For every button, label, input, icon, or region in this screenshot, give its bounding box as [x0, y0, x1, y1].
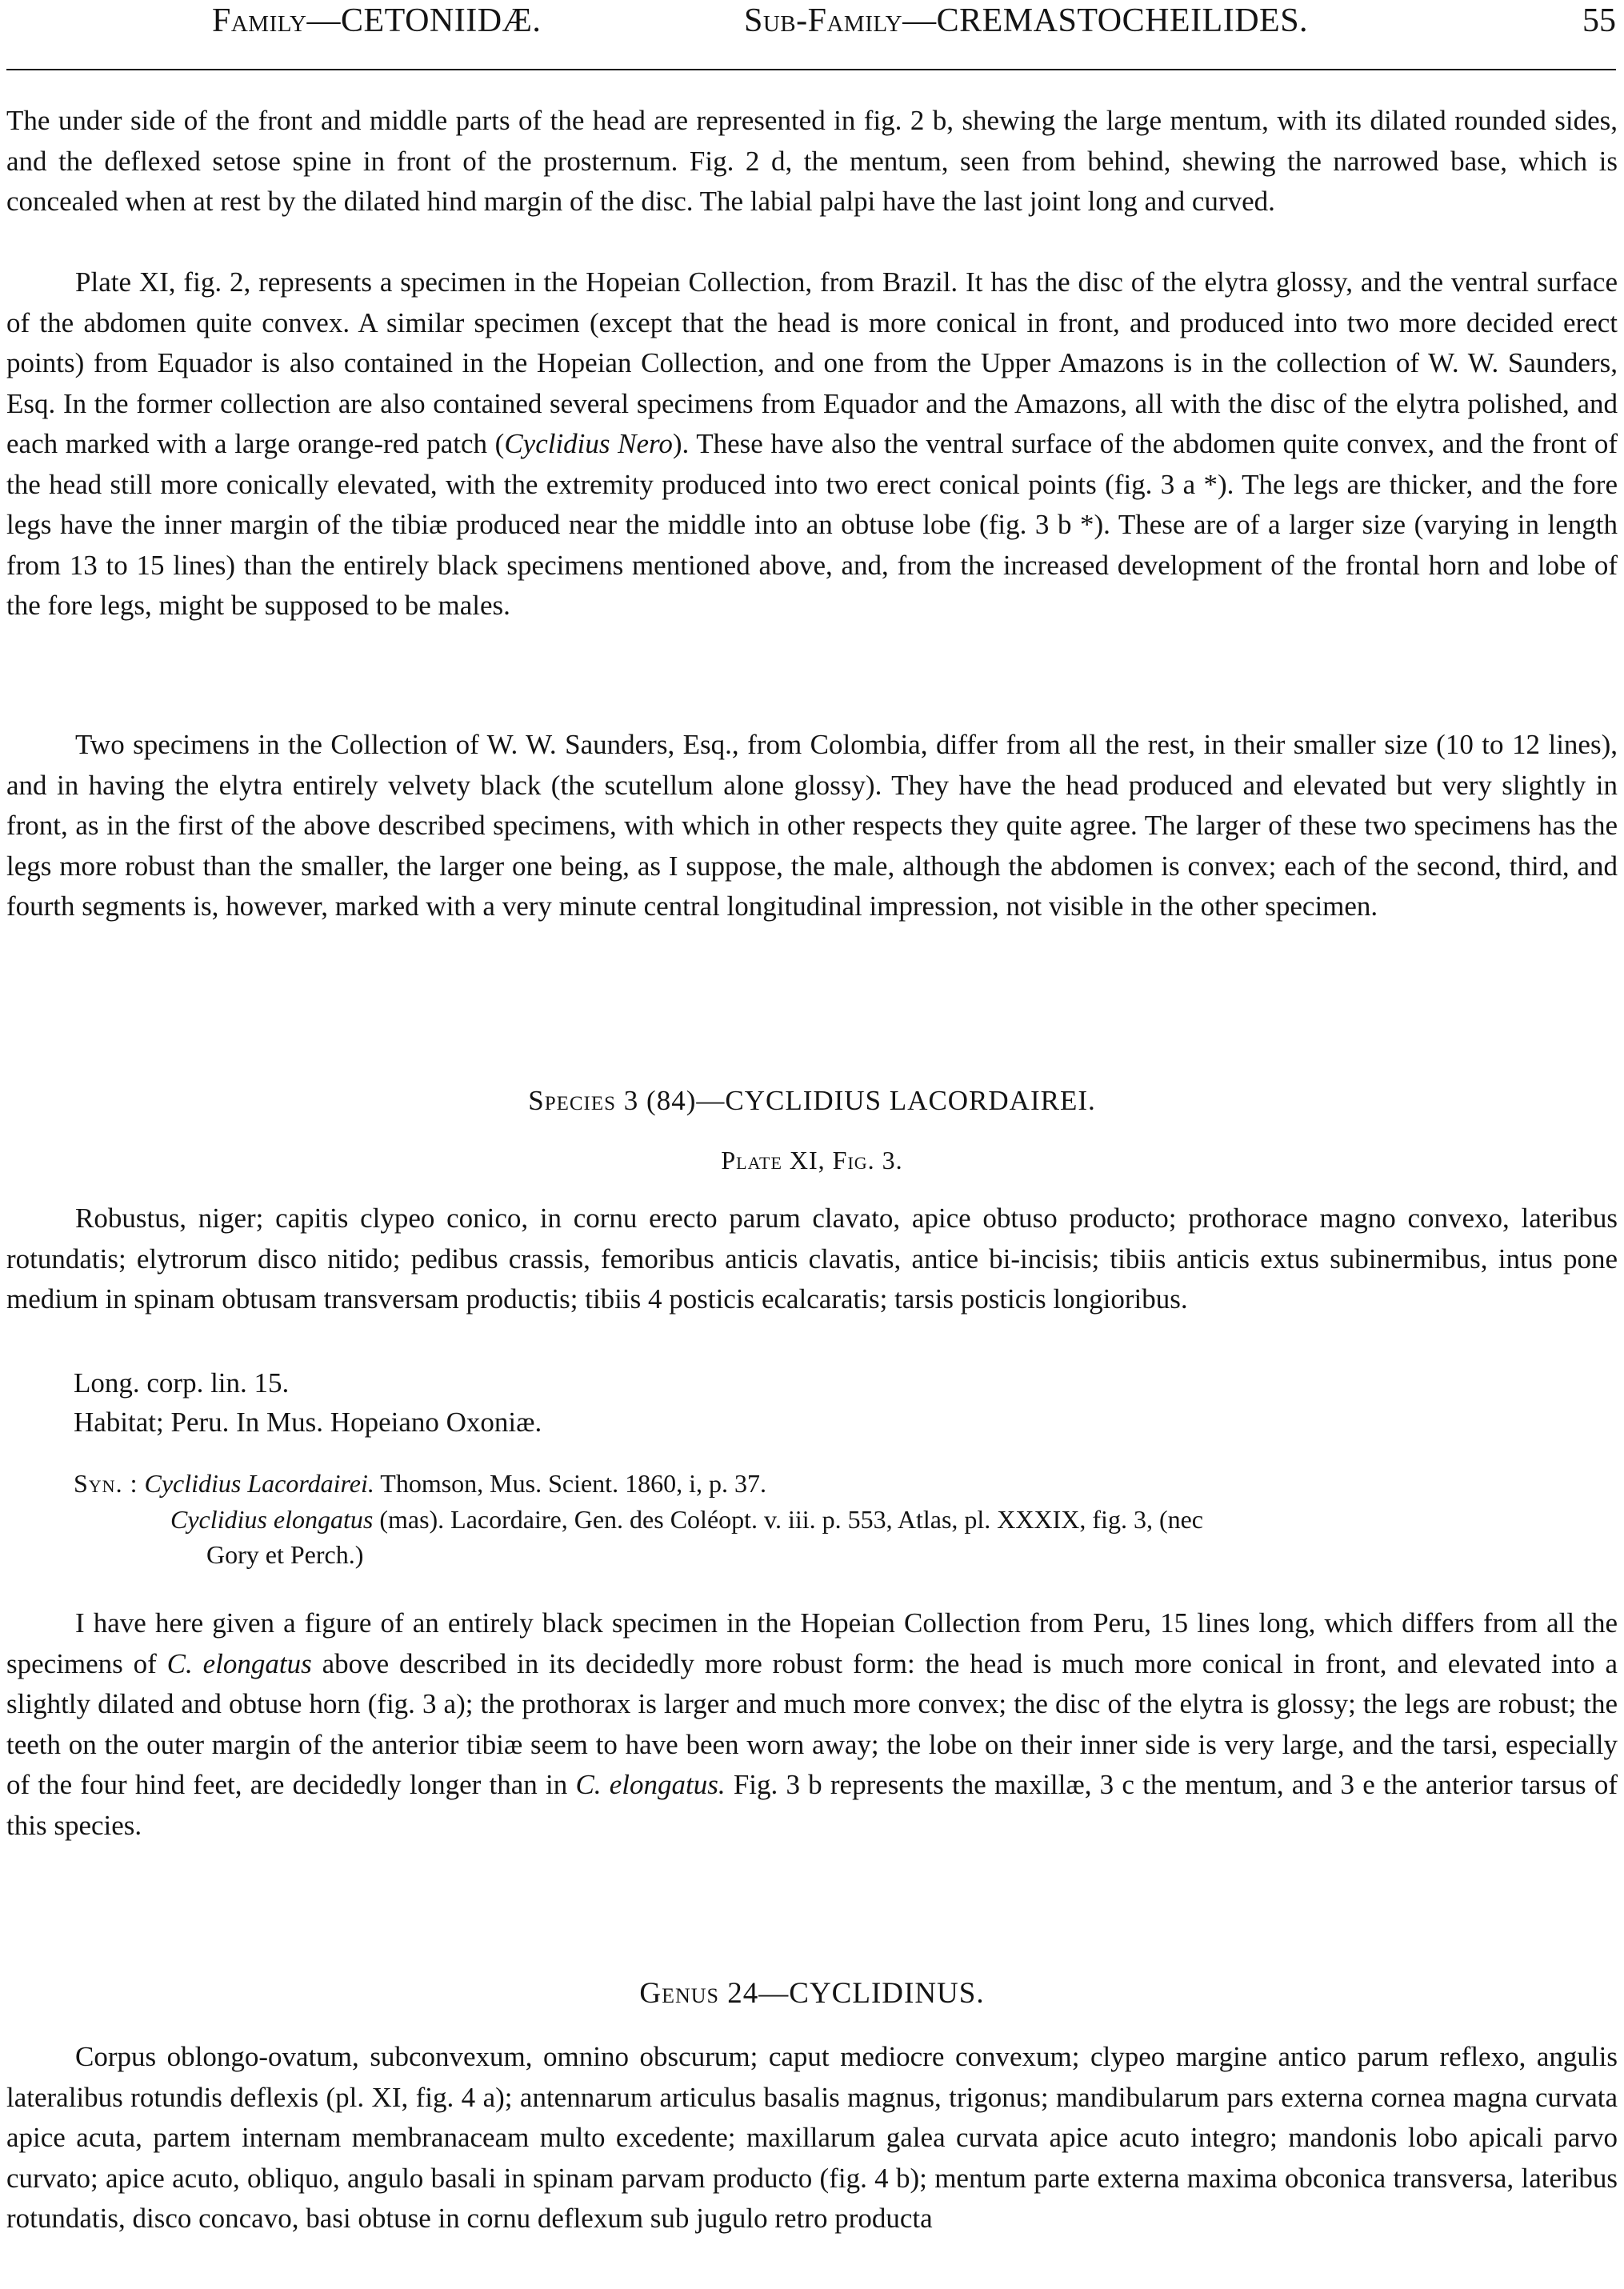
species-name-italic: C. elongatus	[166, 1647, 312, 1679]
running-head-subfamily: Sub-Family—CREMASTOCHEILIDES.	[744, 2, 1309, 39]
paragraph-text: above described in its decidedly more robust form: the head is much more conical in front, and elevated into a slightly dilated and obtuse horn (fig. 3 a); the prothorax is larger and much more convex; the disc of the elytra is glossy; the legs are robust; the teeth on the outer margin of the anterior tibiæ seem to have been worn away; the lobe on their inner side is very large, and the tarsi, especially of the four hind feet, are decidedly longer than in	[6, 1647, 1618, 1800]
paragraph-text: ). These have also the ventral surface of the abdomen quite convex, and the front of the head still more conically elevated, with the extremity produced into two erect conical points (fig. 3 a *). The legs are thicker, and the fore legs have the inner margin of the tibiæ produced near the middle into an obtuse lobe (fig. 3 b *). These are of a larger size (varying in length from 13 to 15 lines) than the entirely black specimens mentioned above, and, from the increased development of the frontal horn and lobe of the fore legs, might be supposed to be males.	[6, 428, 1618, 621]
paragraph-plate-xi-fig2	[6, 262, 1618, 626]
paragraph-head-underside: The under side of the front and middle parts of the head are represented in fig. 2 b, shewing the large mentum, with its dilated rounded sides, and the deflexed setose spine in front of the prosternum. Fig. 2 d, the mentum, seen from behind, shewing the narrowed base, which is concealed when at rest by the dilated hind margin of the disc. The labial palpi have the last joint long and curved.	[6, 105, 1618, 217]
length-line: Long. corp. lin. 15.	[74, 1367, 290, 1399]
paragraph-peru-specimen	[6, 1603, 1618, 1846]
synonymy-label: Syn. :	[74, 1469, 138, 1498]
genus-heading: Genus 24—CYCLIDINUS.	[639, 1977, 985, 2010]
paragraph-text: I have here given a figure of an entirely black specimen in the Hopeian Collection from Peru, 15 lines long, which differs from all the specimens of	[6, 1607, 1618, 1679]
species-heading: Species 3 (84)—CYCLIDIUS LACORDAIREI.	[528, 1085, 1096, 1116]
habitat-line: Habitat; Peru. In Mus. Hopeiano Oxoniæ.	[74, 1407, 542, 1438]
paragraph-colombia-specimens: Two specimens in the Collection of W. W. Saunders, Esq., from Colombia, differ from all the rest, in their smaller size (10 to 12 lines), and in having the elytra entirely velvety black (the scutellum alone glossy). They have the head produced and elevated but very slightly in front, as in the first of the above described specimens, with which in other respects they quite agree. The larger of these two specimens has the legs more robust than the smaller, the larger one being, as I suppose, the male, although the abdomen is convex; each of the second, third, and fourth segments is, however, marked with a very minute central longitudinal impression, not visible in the other specimen.	[6, 729, 1618, 922]
page-number: 55	[1582, 2, 1616, 39]
running-head	[8, 2, 1616, 40]
synonym-name: Cyclidius Lacordairei.	[144, 1469, 374, 1498]
header-rule	[6, 69, 1616, 70]
synonym-reference: Thomson, Mus. Scient. 1860, i, p. 37.	[374, 1469, 766, 1498]
synonymy-entry-2-continued: Gory et Perch.)	[206, 1540, 364, 1569]
genus-description: Corpus oblongo-ovatum, subconvexum, omnino obscurum; caput mediocre convexum; clypeo margine antico parum reflexo, angulis lateralibus rotundis deflexis (pl. XI, fig. 4 a); antennarum articulus basalis magnus, trigonus; mandibularum pars externa cornea magna curvata apice acuta, partem internam membranaceam multo excedente; maxillarum galea curvata apice acuto integro; mandonis lobo apicali parvo curvato; apice acuto, obliquo, angulo basali in spinam parvam producto (fig. 4 b); mentum parte externa maxima obconica transversa, lateribus rotundatis, disco concavo, basi obtuse in cornu deflexum sub jugulo retro producta	[6, 2041, 1618, 2234]
running-head-family: Family—CETONIIDÆ.	[212, 2, 542, 39]
synonymy-entry-1	[74, 1467, 1618, 1501]
species-name-italic: Cyclidius Nero	[504, 428, 673, 459]
latin-description: Robustus, niger; capitis clypeo conico, in cornu erecto parum clavato, apice obtuso producto; prothorace magno convexo, lateribus rotundatis; elytrorum disco nitido; pedibus crassis, femoribus anticis clavatis, antice bi-incisis; tibiis anticis extus subinermibus, intus pone medium in spinam obtusam transversam productis; tibiis 4 posticis ecalcaratis; tarsis posticis longioribus.	[6, 1203, 1618, 1315]
species-name-italic: C. elongatus.	[575, 1769, 726, 1800]
synonym-name: Cyclidius elongatus	[170, 1505, 374, 1534]
paragraph-text: Plate XI, fig. 2, represents a specimen in the Hopeian Collection, from Brazil. It has the disc of the elytra glossy, and the ventral surface of the abdomen quite convex. A similar specimen (except that the head is more conical in front, and produced into two more decided erect points) from Equador is also contained in the Hopeian Collection, and one from the Upper Amazons is in the collection of W. W. Saunders, Esq. In the former collection are also contained several specimens from Equador and the Amazons, all with the disc of the elytra polished, and each marked with a large orange-red patch (	[6, 266, 1618, 459]
paragraph-text: Fig. 3 b represents the maxillæ, 3 c the mentum, and 3 e the anterior tarsus of this species.	[6, 1769, 1618, 1841]
synonymy-entry-2	[170, 1503, 1618, 1537]
synonym-reference: (mas). Lacordaire, Gen. des Coléopt. v. iii. p. 553, Atlas, pl. XXXIX, fig. 3, (nec	[373, 1505, 1203, 1534]
plate-reference: Plate XI, Fig. 3.	[721, 1146, 903, 1175]
